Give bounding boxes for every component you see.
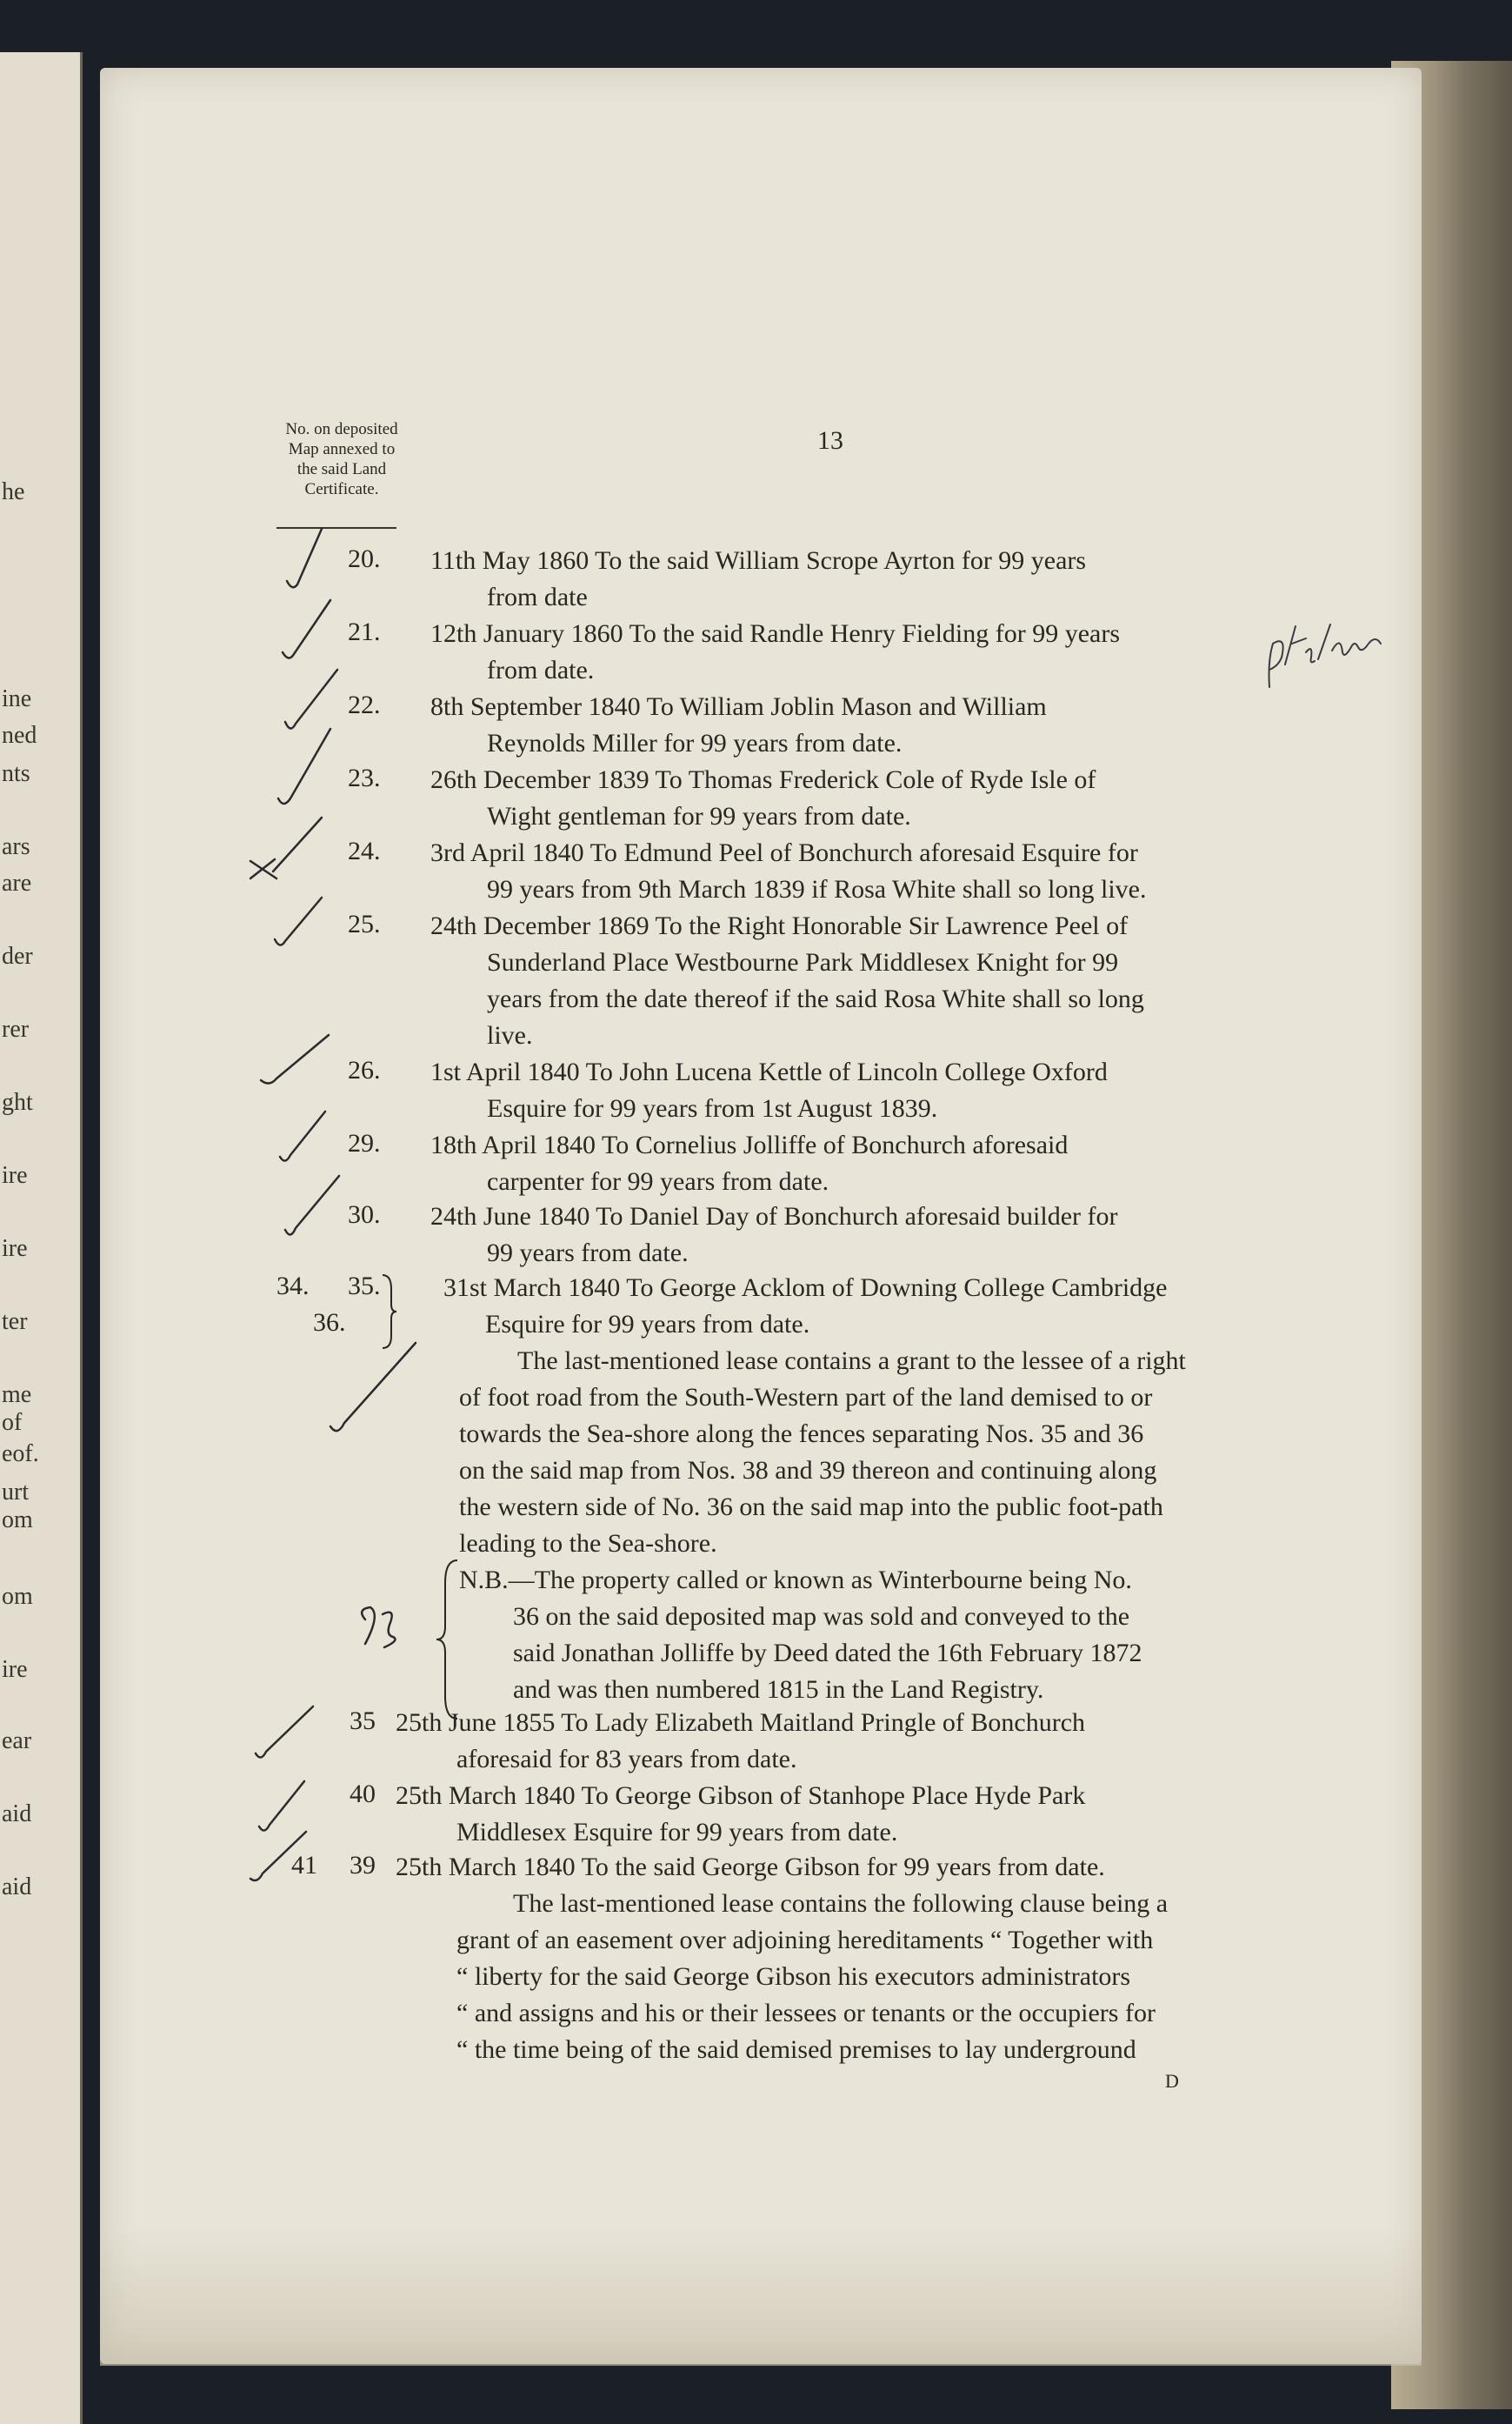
entry-num: 26. <box>348 1056 381 1085</box>
entry-line: 18th April 1840 To Cornelius Jolliffe of Bonchurch aforesaid <box>430 1131 1069 1159</box>
paragraph-line: “ the time being of the said demised premises to lay underground <box>456 2035 1136 2064</box>
check-mark-30 <box>285 1176 339 1235</box>
entry-35-line-1: 25th June 1855 To Lady Elizabeth Maitland Pringle of Bonchurch <box>396 1708 1086 1737</box>
left-page-text-fragment: ght <box>2 1089 33 1116</box>
paragraph-line: “ liberty for the said George Gibson his executors administrators <box>456 1962 1131 1991</box>
paragraph-line: towards the Sea-shore along the fences separating Nos. 35 and 36 <box>459 1419 1144 1448</box>
nb-line: said Jonathan Jolliffe by Deed dated the 16th February 1872 <box>513 1639 1142 1667</box>
entry-line: Reynolds Miller for 99 years from date. <box>487 729 903 758</box>
entry-line: from date <box>487 583 588 611</box>
left-page-text-fragment: rer <box>2 1016 30 1043</box>
left-page-text-fragment: ire <box>2 1235 28 1262</box>
entry-num: 23. <box>348 764 381 792</box>
handwritten-fielden-signature <box>1261 609 1400 704</box>
page-stain <box>100 2227 1422 2366</box>
entry-num-40: 40 <box>350 1780 376 1808</box>
entry-num-41: 41 <box>291 1851 317 1880</box>
entry-line: 3rd April 1840 To Edmund Peel of Bonchurch aforesaid Esquire for <box>430 838 1138 867</box>
entry-num: 29. <box>348 1129 381 1158</box>
entry-line: Sunderland Place Westbourne Park Middlesex Knight for 99 <box>487 948 1119 977</box>
entry-line: 24th June 1840 To Daniel Day of Bonchurch aforesaid builder for <box>430 1202 1118 1231</box>
left-page-text-fragment: he <box>2 478 25 505</box>
left-page-text-fragment: ine <box>2 685 32 712</box>
entry-line: 11th May 1860 To the said William Scrope Ayrton for 99 years <box>430 546 1087 575</box>
entry-line: carpenter for 99 years from date. <box>487 1167 829 1196</box>
left-page-text-fragment: ter <box>2 1308 28 1335</box>
left-page-text-fragment: ars <box>2 833 30 860</box>
check-mark-40 <box>259 1781 304 1831</box>
entry-num: 25. <box>348 910 381 938</box>
left-page-text-fragment: nts <box>2 760 30 787</box>
entry-line: Wight gentleman for 99 years from date. <box>487 802 911 831</box>
left-page-text-fragment: ire <box>2 1162 28 1189</box>
left-page-text-fragment: eof. <box>2 1440 39 1467</box>
check-mark-21 <box>283 600 330 658</box>
left-page-text-fragment: me <box>2 1381 32 1408</box>
entry-num: 21. <box>348 618 381 646</box>
left-page-text-fragment: om <box>2 1583 33 1610</box>
entry-line: 26th December 1839 To Thomas Frederick Cole of Ryde Isle of <box>430 765 1096 794</box>
entry-line: years from the date thereof if the said Rosa White shall so long <box>487 985 1144 1013</box>
entry-line: 99 years from date. <box>487 1239 689 1267</box>
check-mark-22 <box>285 670 337 729</box>
entry-line: 99 years from 9th March 1839 if Rosa White shall so long live. <box>487 875 1147 904</box>
paragraph-line: on the said map from Nos. 38 and 39 thereon and continuing along <box>459 1456 1157 1485</box>
check-mark-41 <box>250 1832 306 1880</box>
entry-line: Esquire for 99 years from 1st August 1839. <box>487 1094 938 1123</box>
entry-line: 12th January 1860 To the said Randle Henry Fielding for 99 years <box>430 619 1121 648</box>
entry-40-line-2: Middlesex Esquire for 99 years from date. <box>456 1818 898 1846</box>
left-page-text-fragment: der <box>2 943 33 970</box>
check-mark-29 <box>280 1112 325 1161</box>
pencil-mark-93 <box>362 1607 395 1647</box>
entry-num: 30. <box>348 1200 381 1229</box>
left-page-text-fragment: of <box>2 1409 23 1436</box>
entry-num-36: 36. <box>313 1308 346 1337</box>
entry-num-35: 35. <box>348 1272 381 1300</box>
entry-num: 24. <box>348 837 381 865</box>
entry-35-line-2: aforesaid for 83 years from date. <box>456 1745 797 1773</box>
nb-line: and was then numbered 1815 in the Land Registry. <box>513 1675 1044 1704</box>
entry-line: 24th December 1869 To the Right Honorable Sir Lawrence Peel of <box>430 912 1129 940</box>
check-mark-23 <box>278 729 330 804</box>
left-page-text-fragment: ear <box>2 1727 32 1754</box>
entry-line: live. <box>487 1021 533 1050</box>
check-mark-26 <box>261 1035 329 1084</box>
check-mark-25 <box>275 898 322 945</box>
brace-nb <box>433 1557 463 1722</box>
entry-num-35b: 35 <box>350 1706 376 1735</box>
nb-line: N.B.—The property called or known as Winterbourne being No. <box>459 1566 1132 1594</box>
paragraph-line: grant of an easement over adjoining hereditaments “ Together with <box>456 1926 1154 1954</box>
paragraph-line: leading to the Sea-shore. <box>459 1529 717 1558</box>
entry-num: 22. <box>348 691 381 719</box>
signature-letter: D <box>1165 2070 1179 2092</box>
left-page-text-fragment: urt <box>2 1479 30 1506</box>
x-mark-24 <box>250 818 322 878</box>
entry-41-line-1: 25th March 1840 To the said George Gibson for 99 years from date. <box>396 1853 1105 1881</box>
paragraph-line: The last-mentioned lease contains the following clause being a <box>513 1889 1169 1918</box>
paragraph-line: The last-mentioned lease contains a grant to the lessee of a right <box>517 1346 1186 1375</box>
entry-num-39: 39 <box>350 1851 376 1880</box>
left-page-text-fragment: aid <box>2 1800 32 1827</box>
entry-num: 20. <box>348 544 381 573</box>
entry-40-line-1: 25th March 1840 To George Gibson of Stanhope Place Hyde Park <box>396 1781 1086 1810</box>
paragraph-line: “ and assigns and his or their lessees or tenants or the occupiers for <box>456 1999 1156 2027</box>
column-header-note: No. on deposited Map annexed to the said Land Certificate. <box>285 420 398 498</box>
entry-num-34: 34. <box>276 1272 310 1300</box>
paragraph-line: the western side of No. 36 on the said map into the public foot-path <box>459 1492 1163 1521</box>
check-mark-20 <box>287 529 322 587</box>
left-page-text-fragment: ire <box>2 1656 28 1683</box>
left-page-text-fragment: ned <box>2 722 37 749</box>
handwritten-ticks <box>235 522 435 1948</box>
check-mark-para <box>330 1343 416 1431</box>
entry-line: from date. <box>487 656 595 684</box>
paragraph-line: of foot road from the South-Western part of the land demised to or <box>459 1383 1153 1412</box>
left-page-text-fragment: are <box>2 870 32 897</box>
entry-34-line-2: Esquire for 99 years from date. <box>485 1310 810 1339</box>
check-mark-35 <box>256 1706 313 1758</box>
page-number: 13 <box>817 426 843 455</box>
entry-line: 8th September 1840 To William Joblin Mason and William <box>430 692 1047 721</box>
entry-34-line-1: 31st March 1840 To George Acklom of Downing College Cambridge <box>443 1273 1168 1302</box>
left-page-text-fragment: aid <box>2 1873 32 1900</box>
left-page-text-fragment: om <box>2 1506 33 1533</box>
nb-line: 36 on the said deposited map was sold and conveyed to the <box>513 1602 1130 1631</box>
entry-line: 1st April 1840 To John Lucena Kettle of Lincoln College Oxford <box>430 1058 1108 1086</box>
left-page-fragment <box>0 52 83 2424</box>
